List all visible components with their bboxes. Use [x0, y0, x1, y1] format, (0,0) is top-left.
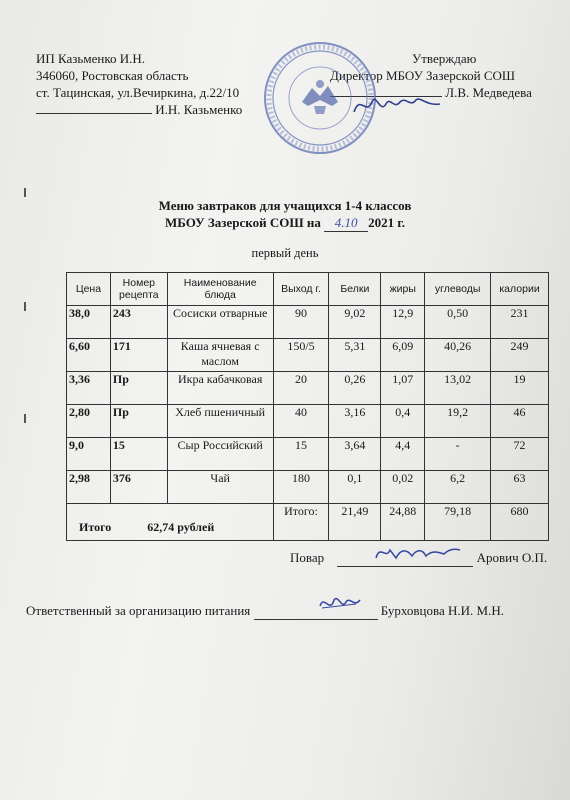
cell-recipe: 171 — [110, 339, 167, 372]
cell-kcal: 46 — [491, 405, 549, 438]
supplier-address: ст. Тацинская, ул.Вечиркина, д.22/10 — [36, 85, 240, 100]
director-signature — [350, 88, 445, 122]
cell-kcal: 231 — [491, 306, 549, 339]
menu-date: 4.10 — [324, 214, 368, 232]
cell-kcal: 72 — [491, 438, 549, 471]
cell-dish: Хлеб пшеничный — [167, 405, 273, 438]
table-header-row — [67, 273, 549, 306]
cell-carbs: 0,50 — [425, 306, 491, 339]
cell-yield: 180 — [273, 471, 329, 504]
table-row — [67, 372, 549, 405]
cell-price: 38,0 — [67, 306, 111, 339]
column-header: жиры — [381, 273, 425, 306]
menu-title — [0, 197, 570, 232]
cell-price: 2,80 — [67, 405, 111, 438]
cell-dish: Каша ячневая с маслом — [167, 339, 273, 372]
cell-recipe: 376 — [110, 471, 167, 504]
supplier-postcode: 346060, Ростовская область — [36, 68, 189, 83]
total-fat: 24,88 — [381, 504, 425, 541]
cell-price: 2,98 — [67, 471, 111, 504]
cell-fat: 0,4 — [381, 405, 425, 438]
responsible-name: Бурховцова Н.И. М.Н. — [380, 603, 504, 618]
cell-recipe: Пр — [110, 372, 167, 405]
approval-label: Утверждаю — [412, 51, 477, 66]
cell-carbs: 6,2 — [425, 471, 491, 504]
table-row — [67, 306, 549, 339]
column-header: Цена — [67, 273, 111, 306]
margin-mark — [24, 302, 26, 311]
menu-title-line1: Меню завтраков для учащихся 1-4 классов — [158, 198, 412, 213]
cook-signature — [372, 540, 462, 564]
total-carbs: 79,18 — [425, 504, 491, 541]
total-amount: 62,74 рублей — [147, 520, 215, 534]
cell-protein: 3,16 — [329, 405, 381, 438]
supplier-name: ИП Казьменко И.Н. — [36, 51, 145, 66]
cell-protein: 0,1 — [329, 471, 381, 504]
table-row — [67, 438, 549, 471]
total-label: Итого — [79, 520, 112, 534]
table-row — [67, 471, 549, 504]
column-header: Номер рецепта — [110, 273, 167, 306]
cell-recipe: 15 — [110, 438, 167, 471]
total-protein: 21,49 — [329, 504, 381, 541]
cell-carbs: 40,26 — [425, 339, 491, 372]
margin-mark — [24, 414, 26, 423]
table-row — [67, 339, 549, 372]
menu-title-line2: МБОУ Зазерской СОШ на 4.10 2021 г. — [164, 215, 406, 230]
cell-kcal: 249 — [491, 339, 549, 372]
cell-yield: 15 — [273, 438, 329, 471]
cook-name: Арович О.П. — [476, 550, 548, 565]
cell-price: 3,36 — [67, 372, 111, 405]
cell-yield: 90 — [273, 306, 329, 339]
cell-carbs: 19,2 — [425, 405, 491, 438]
approver-position: Директор МБОУ Зазерской СОШ — [330, 68, 516, 83]
cell-yield: 40 — [273, 405, 329, 438]
cell-price: 6,60 — [67, 339, 111, 372]
responsible-signature-row — [26, 603, 504, 620]
cell-dish: Икра кабачковая — [167, 372, 273, 405]
cell-price: 9,0 — [67, 438, 111, 471]
supplier-signer: И.Н. Казьменко — [155, 102, 243, 117]
column-header: калории — [491, 273, 549, 306]
table-row — [67, 405, 549, 438]
cell-fat: 0,02 — [381, 471, 425, 504]
cell-fat: 1,07 — [381, 372, 425, 405]
total-kcal: 680 — [491, 504, 549, 541]
cell-fat: 4,4 — [381, 438, 425, 471]
column-header: Наименование блюда — [167, 273, 273, 306]
responsible-signature — [316, 592, 362, 616]
cell-dish: Чай — [167, 471, 273, 504]
responsible-label: Ответственный за организацию питания — [26, 603, 251, 618]
supplier-signature-line — [36, 101, 242, 118]
supplier-block — [36, 50, 242, 118]
cell-dish: Сосиски отварные — [167, 306, 273, 339]
cell-recipe: Пр — [110, 405, 167, 438]
cell-recipe: 243 — [110, 306, 167, 339]
cell-dish: Сыр Российский — [167, 438, 273, 471]
cell-fat: 12,9 — [381, 306, 425, 339]
cell-protein: 9,02 — [329, 306, 381, 339]
cell-protein: 3,64 — [329, 438, 381, 471]
cell-carbs: - — [425, 438, 491, 471]
cell-yield: 20 — [273, 372, 329, 405]
approver-signer: Л.В. Медведева — [445, 85, 532, 100]
cell-kcal: 63 — [491, 471, 549, 504]
total-row — [67, 504, 549, 541]
cell-fat: 6,09 — [381, 339, 425, 372]
cell-kcal: 19 — [491, 372, 549, 405]
cell-carbs: 13,02 — [425, 372, 491, 405]
cell-protein: 0,26 — [329, 372, 381, 405]
column-header: Выход г. — [273, 273, 329, 306]
total-price-cell — [67, 504, 274, 541]
menu-table — [66, 272, 549, 541]
total-label2: Итого: — [273, 504, 329, 541]
cell-protein: 5,31 — [329, 339, 381, 372]
day-label: первый день — [251, 246, 319, 260]
cook-label: Повар — [290, 550, 325, 565]
cell-yield: 150/5 — [273, 339, 329, 372]
margin-mark — [24, 188, 26, 197]
column-header: Белки — [329, 273, 381, 306]
column-header: углеводы — [425, 273, 491, 306]
